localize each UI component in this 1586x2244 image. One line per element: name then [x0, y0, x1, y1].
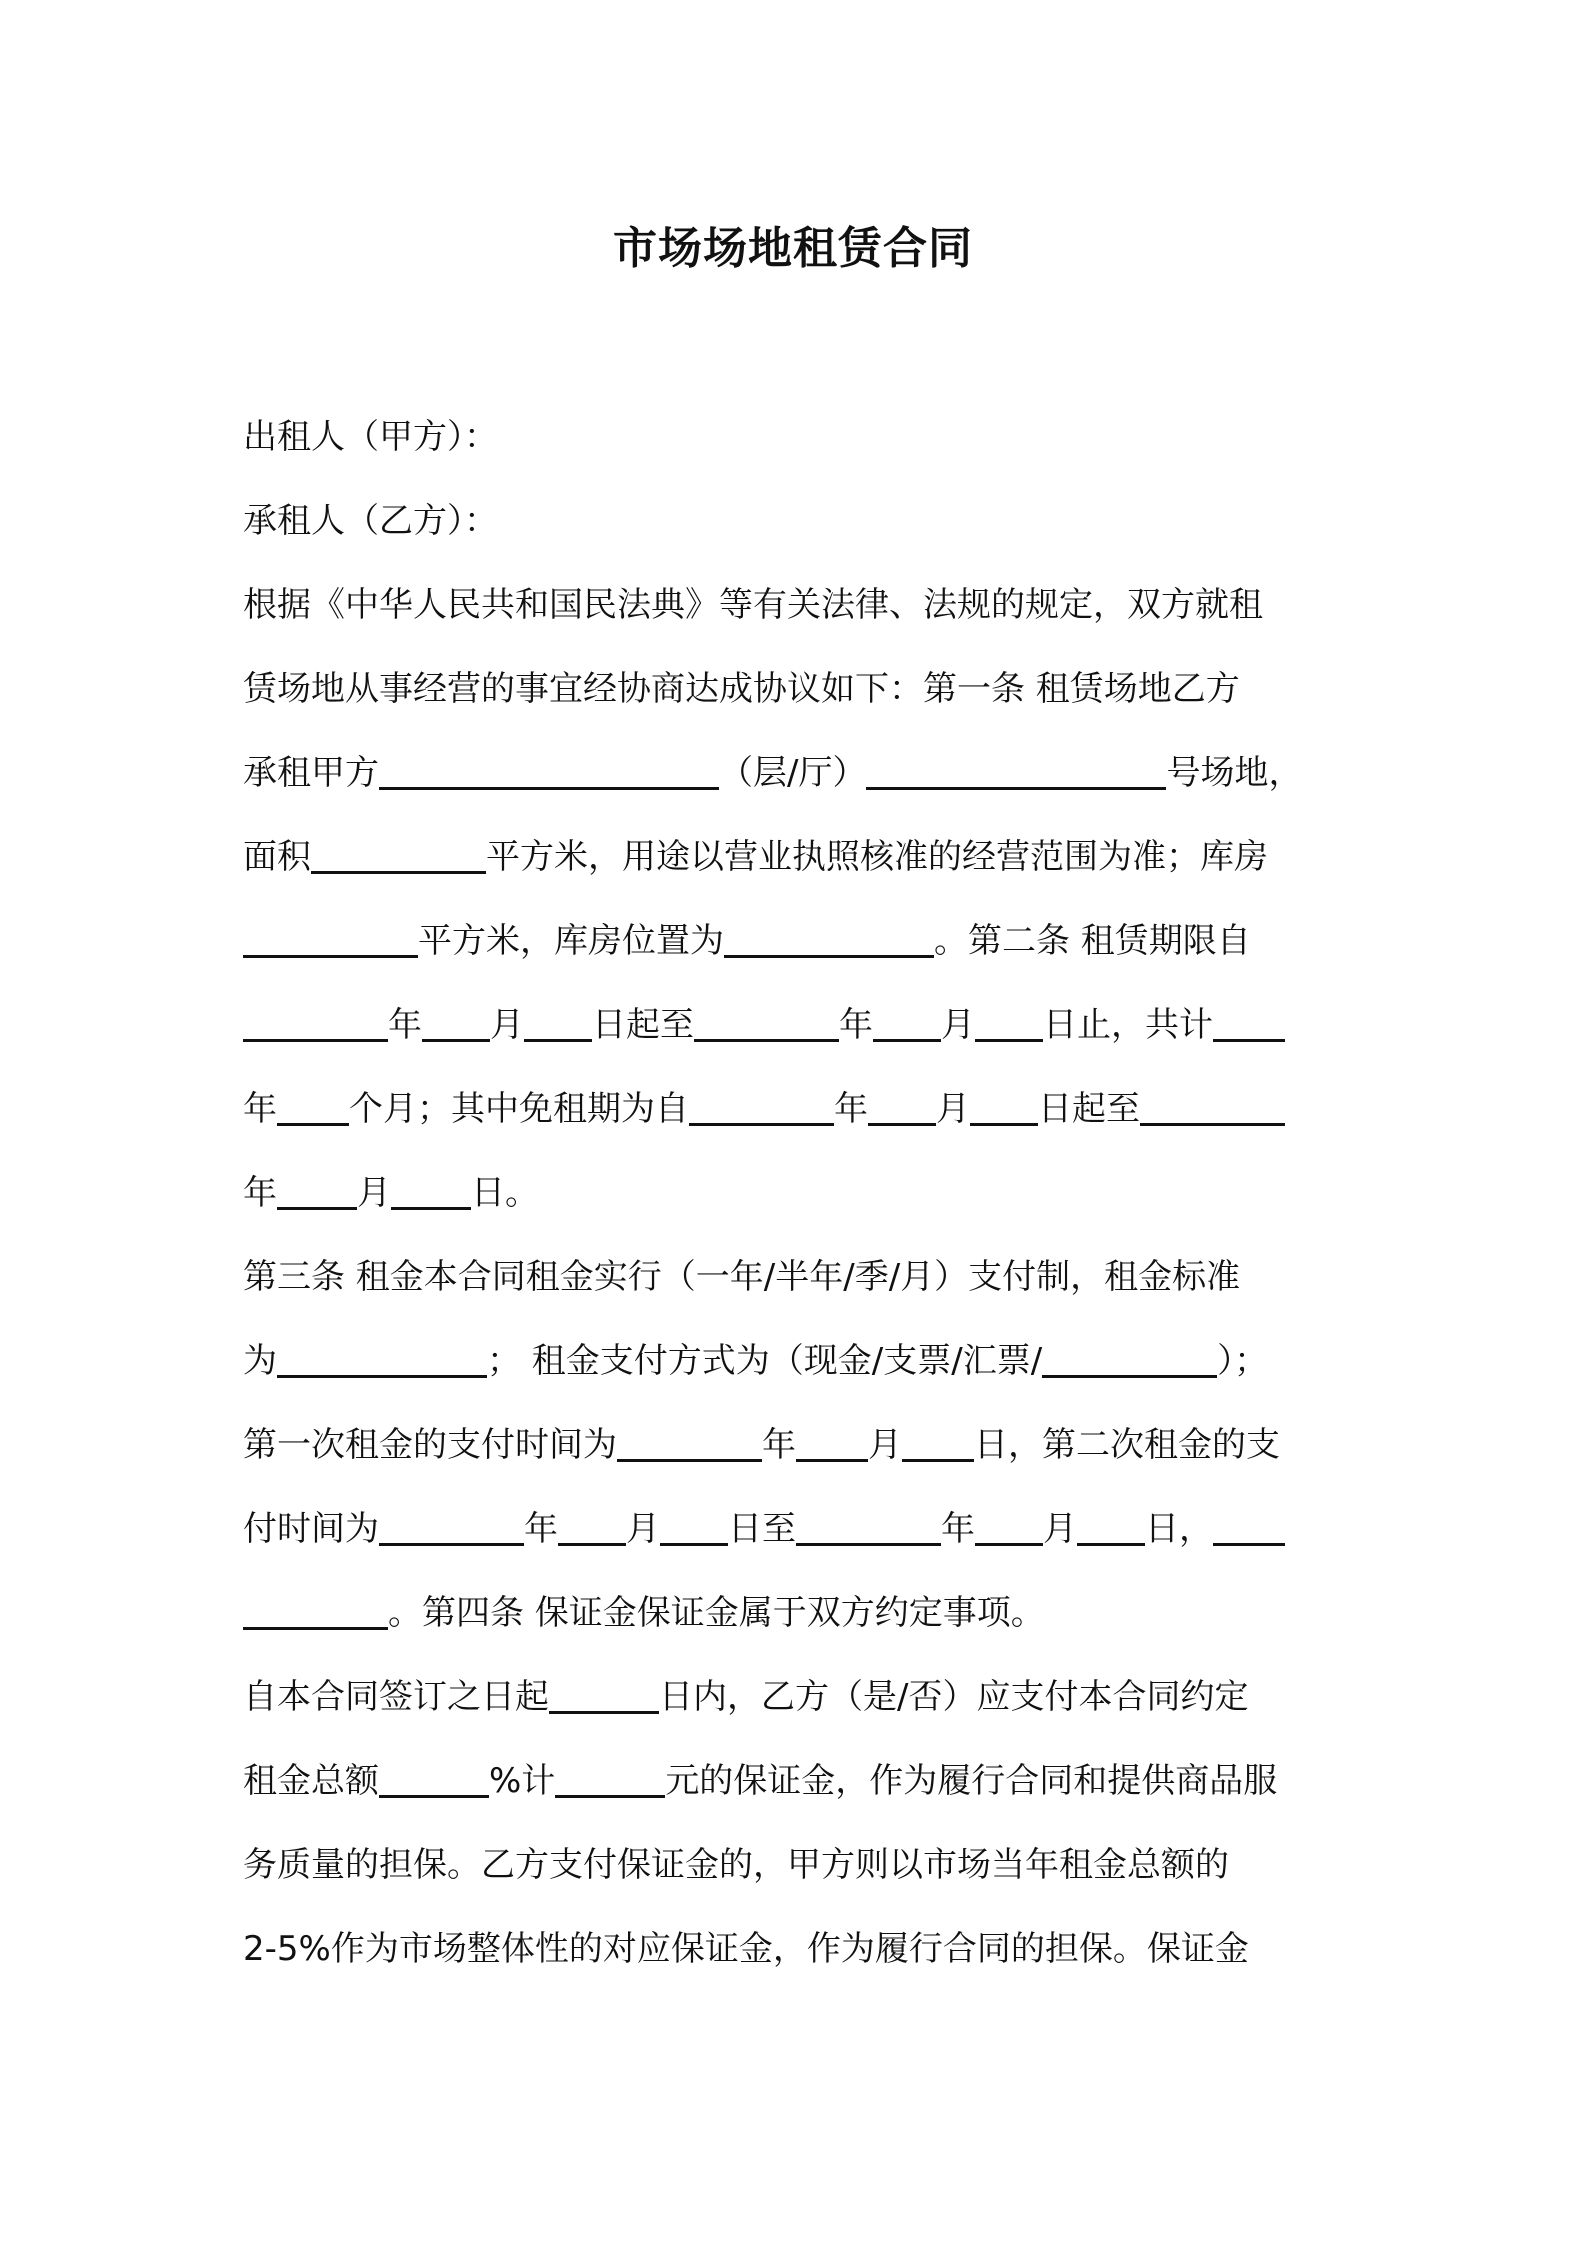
text-segment: 月	[868, 1425, 902, 1465]
lessee-line	[243, 496, 1363, 546]
fill-blank[interactable]	[660, 1507, 728, 1546]
fill-blank[interactable]	[243, 1003, 388, 1042]
text-line	[243, 748, 1363, 798]
fill-blank[interactable]	[549, 1675, 659, 1714]
lessee-label: 承租人（乙方）：	[243, 501, 498, 541]
fill-blank[interactable]	[868, 1087, 936, 1126]
text-segment: 承租甲方	[243, 753, 379, 793]
fill-blank[interactable]	[243, 919, 418, 958]
text-line	[243, 1672, 1363, 1722]
text-segment: 为	[243, 1341, 277, 1381]
text-segment: 日至	[728, 1509, 796, 1549]
fill-blank[interactable]	[689, 1087, 834, 1126]
text-segment: 年	[388, 1005, 422, 1045]
text-segment: 个月；其中免租期为自	[349, 1089, 689, 1129]
fill-blank[interactable]	[524, 1003, 592, 1042]
fill-blank[interactable]	[975, 1507, 1043, 1546]
text-segment: ； 租金支付方式为（现金/支票/汇票/	[487, 1341, 1043, 1381]
text-segment: 日内，乙方（是/否）应支付本合同约定	[659, 1677, 1249, 1717]
text-segment: 年	[941, 1509, 975, 1549]
text-line	[243, 580, 1363, 630]
fill-blank[interactable]	[724, 919, 934, 958]
text-line	[243, 1840, 1363, 1890]
text-segment: 租金总额	[243, 1761, 379, 1801]
text-segment: 元的保证金，作为履行合同和提供商品服	[665, 1761, 1278, 1801]
text-segment: 月	[626, 1509, 660, 1549]
lessor-line	[243, 412, 1363, 462]
text-line	[243, 832, 1363, 882]
text-segment: 第三条 租金本合同租金实行（一年/半年/季/月）支付制，租金标准	[243, 1257, 1241, 1297]
text-segment: 日起至	[592, 1005, 694, 1045]
fill-blank[interactable]	[277, 1087, 349, 1126]
text-segment: 日，第二次租金的支	[974, 1425, 1280, 1465]
text-segment: 务质量的担保。乙方支付保证金的，甲方则以市场当年租金总额的	[243, 1845, 1229, 1885]
text-line	[243, 1000, 1363, 1050]
fill-blank[interactable]	[796, 1423, 868, 1462]
fill-blank[interactable]	[379, 1759, 489, 1798]
text-segment: 年	[524, 1509, 558, 1549]
text-segment: 日起至	[1038, 1089, 1140, 1129]
fill-blank[interactable]	[1140, 1087, 1285, 1126]
text-segment: 平方米，库房位置为	[418, 921, 724, 961]
text-segment: （层/厅）	[719, 753, 867, 793]
fill-blank[interactable]	[555, 1759, 665, 1798]
text-line	[243, 1420, 1363, 1470]
fill-blank[interactable]	[902, 1423, 974, 1462]
fill-blank[interactable]	[873, 1003, 941, 1042]
text-segment: 根据《中华人民共和国民法典》等有关法律、法规的规定，双方就租	[243, 585, 1263, 625]
text-segment: 第一次租金的支付时间为	[243, 1425, 617, 1465]
fill-blank[interactable]	[975, 1003, 1043, 1042]
text-segment: 2-5%作为市场整体性的对应保证金，作为履行合同的担保。保证金	[243, 1929, 1249, 1969]
fill-blank[interactable]	[796, 1507, 941, 1546]
text-line	[243, 1084, 1363, 1134]
text-segment: 月	[1043, 1509, 1077, 1549]
fill-blank[interactable]	[1042, 1339, 1217, 1378]
text-line	[243, 1252, 1363, 1302]
lessor-label: 出租人（甲方）：	[243, 417, 498, 457]
text-segment: 年	[243, 1173, 277, 1213]
text-segment: 付时间为	[243, 1509, 379, 1549]
text-segment: 平方米，用途以营业执照核准的经营范围为准；库房	[486, 837, 1268, 877]
fill-blank[interactable]	[391, 1171, 471, 1210]
text-segment: 年	[839, 1005, 873, 1045]
fill-blank[interactable]	[1213, 1003, 1285, 1042]
fill-blank[interactable]	[277, 1339, 487, 1378]
fill-blank[interactable]	[1077, 1507, 1145, 1546]
text-line	[243, 916, 1363, 966]
text-segment: 日止，共计	[1043, 1005, 1213, 1045]
fill-blank[interactable]	[970, 1087, 1038, 1126]
text-line	[243, 1336, 1363, 1386]
text-line	[243, 1756, 1363, 1806]
text-line	[243, 1924, 1363, 1974]
text-segment: 月	[357, 1173, 391, 1213]
text-segment: 号场地，	[1166, 753, 1303, 793]
fill-blank[interactable]	[379, 1507, 524, 1546]
fill-blank[interactable]	[277, 1171, 357, 1210]
text-segment: 月	[936, 1089, 970, 1129]
text-line	[243, 1504, 1363, 1554]
text-segment: 日，	[1145, 1509, 1213, 1549]
fill-blank[interactable]	[558, 1507, 626, 1546]
fill-blank[interactable]	[422, 1003, 490, 1042]
fill-blank[interactable]	[694, 1003, 839, 1042]
text-segment: 。第二条 租赁期限自	[934, 921, 1251, 961]
text-segment: 月	[941, 1005, 975, 1045]
text-segment: ）；	[1217, 1341, 1269, 1381]
fill-blank[interactable]	[617, 1423, 762, 1462]
text-line	[243, 664, 1363, 714]
fill-blank[interactable]	[379, 751, 719, 790]
text-segment: %计	[489, 1761, 556, 1801]
fill-blank[interactable]	[243, 1591, 388, 1630]
text-segment: 面积	[243, 837, 311, 877]
text-segment: 日。	[471, 1173, 539, 1213]
text-line	[243, 1588, 1363, 1638]
text-segment: 月	[490, 1005, 524, 1045]
page-title: 市场场地租赁合同	[613, 223, 973, 274]
text-segment: 年	[834, 1089, 868, 1129]
text-segment: 年	[243, 1089, 277, 1129]
fill-blank[interactable]	[311, 835, 486, 874]
text-segment: 赁场地从事经营的事宜经协商达成协议如下：第一条 租赁场地乙方	[243, 669, 1240, 709]
text-line	[243, 1168, 1363, 1218]
text-segment: 自本合同签订之日起	[243, 1677, 549, 1717]
text-segment: 。第四条 保证金保证金属于双方约定事项。	[388, 1593, 1045, 1633]
fill-blank[interactable]	[1213, 1507, 1285, 1546]
text-segment: 年	[762, 1425, 796, 1465]
fill-blank[interactable]	[866, 751, 1166, 790]
